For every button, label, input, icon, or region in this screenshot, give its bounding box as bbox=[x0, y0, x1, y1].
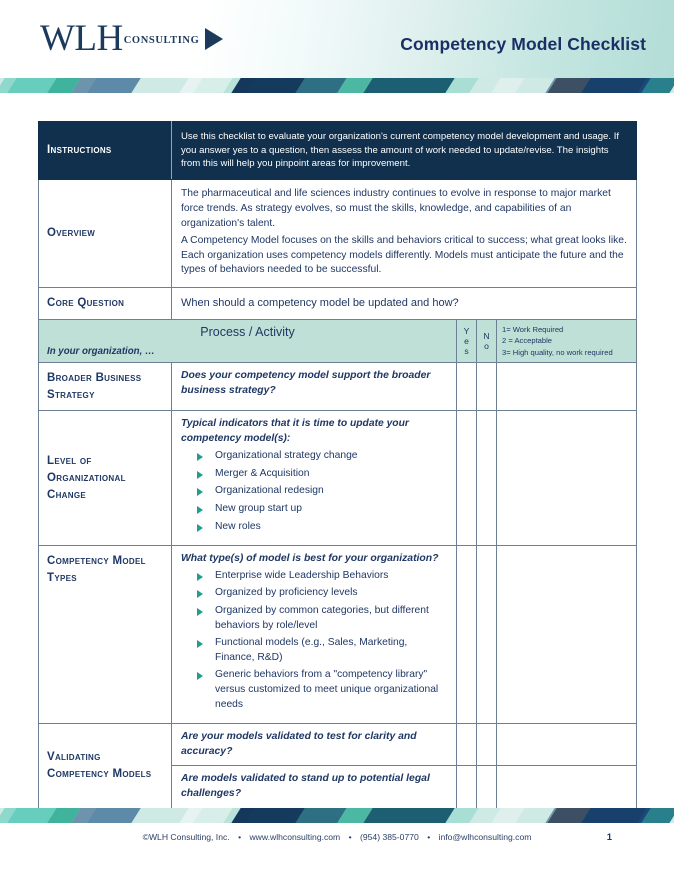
competency-type-bullet-item: Enterprise wide Leadership Behaviors bbox=[197, 569, 447, 587]
row-label-instructions: Instructions bbox=[39, 122, 172, 180]
footer-phone: (954) 385-0770 bbox=[360, 832, 419, 842]
question-broader-business-strategy: Does your competency model support the broader business strategy? bbox=[172, 363, 457, 411]
yes-checkbox-validating-clarity-accuracy[interactable] bbox=[457, 724, 477, 766]
competency-type-bullet-item: Generic behaviors from a "competency library" versus customized to meet unique organizational needs bbox=[197, 668, 447, 715]
footer-email[interactable]: info@wlhconsulting.com bbox=[438, 832, 532, 842]
yes-header-letter-0: Y bbox=[463, 325, 470, 336]
rating-legend-1: 1= Work Required bbox=[502, 325, 564, 335]
competency-type-bullet-item: Organized by proficiency levels bbox=[197, 586, 447, 604]
yes-checkbox-competency-model-types[interactable] bbox=[457, 546, 477, 724]
logo-subtitle: CONSULTING bbox=[123, 35, 200, 47]
rating-field-validating-clarity-accuracy[interactable] bbox=[497, 724, 637, 766]
company-logo bbox=[40, 18, 223, 59]
band-segment bbox=[401, 808, 454, 823]
no-checkbox-validating-legal-challenges[interactable] bbox=[477, 766, 497, 808]
rating-field-level-of-organizational-change[interactable] bbox=[497, 411, 637, 546]
footer-separator-1: • bbox=[238, 832, 242, 842]
level-change-bullet-item: New roles bbox=[197, 520, 447, 538]
rating-field-broader-business-strategy[interactable] bbox=[497, 363, 637, 411]
no-checkbox-competency-model-types[interactable] bbox=[477, 546, 497, 724]
level-change-bullet-item: Organizational redesign bbox=[197, 484, 447, 502]
process-activity-header bbox=[39, 320, 457, 363]
question-validating-clarity-accuracy: Are your models validated to test for clarity and accuracy? bbox=[172, 724, 457, 766]
table-row-overview bbox=[39, 179, 637, 288]
column-header-yes bbox=[457, 320, 477, 363]
column-header-rating-legend bbox=[497, 320, 637, 363]
competency-model-types-bullet-list bbox=[181, 569, 447, 715]
checklist-sheet bbox=[0, 121, 674, 809]
row-label-broader-business-strategy: Broader Business Strategy bbox=[39, 363, 172, 411]
competency-checklist-table bbox=[38, 121, 637, 809]
footer-contact-line bbox=[0, 823, 674, 842]
no-checkbox-broader-business-strategy[interactable] bbox=[477, 363, 497, 411]
footer-separator-3: • bbox=[427, 832, 431, 842]
overview-text bbox=[172, 179, 637, 288]
question-competency-model-types bbox=[172, 546, 457, 724]
band-segment bbox=[87, 808, 140, 823]
yes-header-letter-2: s bbox=[464, 346, 469, 357]
question-validating-legal-challenges: Are models validated to stand up to potential legal challenges? bbox=[172, 766, 457, 808]
table-row-competency-model-types bbox=[39, 546, 637, 724]
band-segment bbox=[87, 78, 140, 93]
row-label-validating-competency-models: Validating Competency Models bbox=[39, 724, 172, 808]
table-row-level-of-organizational-change bbox=[39, 411, 637, 546]
no-header-letter-0: N bbox=[483, 330, 490, 341]
page-title: Competency Model Checklist bbox=[400, 34, 646, 54]
decorative-band-bottom bbox=[0, 808, 674, 823]
yes-checkbox-broader-business-strategy[interactable] bbox=[457, 363, 477, 411]
row-label-core-question: Core Question bbox=[39, 288, 172, 320]
table-row-instructions bbox=[39, 122, 637, 180]
yes-checkbox-level-of-organizational-change[interactable] bbox=[457, 411, 477, 546]
band-segment bbox=[401, 78, 454, 93]
decorative-band-bottom-wrap bbox=[0, 808, 674, 823]
no-checkbox-validating-clarity-accuracy[interactable] bbox=[477, 724, 497, 766]
yes-header-letter-1: e bbox=[464, 335, 469, 346]
level-change-bullet-list bbox=[181, 449, 447, 537]
band-segment bbox=[581, 808, 646, 823]
footer-copyright: ©WLH Consulting, Inc. bbox=[142, 832, 230, 842]
overview-paragraph-1: The pharmaceutical and life sciences industry continues to evolve in response to major market force trends. As strategy evolves, so must the skills, knowledge, and capabilities of an organization's talent. bbox=[181, 187, 611, 229]
competency-model-types-question: What type(s) of model is best for your organization? bbox=[181, 553, 439, 565]
decorative-band-top bbox=[0, 78, 674, 93]
row-label-overview: Overview bbox=[39, 179, 172, 288]
level-change-bullet-item: Organizational strategy change bbox=[197, 449, 447, 467]
footer-separator-2: • bbox=[348, 832, 352, 842]
logo-wordmark: WLH bbox=[40, 18, 123, 59]
rating-legend-3: 3= High quality, no work required bbox=[502, 347, 613, 357]
footer-website[interactable]: www.wlhconsulting.com bbox=[249, 832, 341, 842]
row-label-level-of-organizational-change: Level of Organizational Change bbox=[39, 411, 172, 546]
page-header bbox=[0, 0, 674, 78]
yes-checkbox-validating-legal-challenges[interactable] bbox=[457, 766, 477, 808]
table-row-broader-business-strategy bbox=[39, 363, 637, 411]
competency-type-bullet-item: Functional models (e.g., Sales, Marketing, Finance, R&D) bbox=[197, 636, 447, 668]
core-question-text: When should a competency model be updated and how? bbox=[172, 288, 637, 320]
overview-paragraph-2: A Competency Model focuses on the skills and behaviors critical to success; what great looks like. Each organization uses competency models differently. Models must anticipate the future and the types of behaviors needed to be successful. bbox=[181, 234, 627, 276]
level-change-intro: Typical indicators that it is time to update your competency model(s): bbox=[181, 418, 409, 445]
process-activity-subtitle: In your organization, … bbox=[47, 346, 155, 358]
column-header-no bbox=[477, 320, 497, 363]
no-header-letter-1: o bbox=[484, 341, 489, 352]
level-change-bullet-item: Merger & Acquisition bbox=[197, 467, 447, 485]
table-row-core-question bbox=[39, 288, 637, 320]
page-number: 1 bbox=[606, 832, 612, 843]
row-label-competency-model-types: Competency Model Types bbox=[39, 546, 172, 724]
logo-triangle-icon bbox=[205, 28, 223, 50]
competency-type-bullet-item: Organized by common categories, but different behaviors by role/level bbox=[197, 604, 447, 636]
rating-legend-2: 2 = Acceptable bbox=[502, 336, 553, 346]
no-checkbox-level-of-organizational-change[interactable] bbox=[477, 411, 497, 546]
level-change-bullet-item: New group start up bbox=[197, 502, 447, 520]
rating-field-competency-model-types[interactable] bbox=[497, 546, 637, 724]
instructions-text: Use this checklist to evaluate your organization's current competency model development and usage. If you answer yes to a question, then assess the amount of work needed to update/revise. The insights from this will help you pinpoint areas for improvement. bbox=[172, 122, 637, 180]
page-footer bbox=[0, 823, 674, 877]
rating-field-validating-legal-challenges[interactable] bbox=[497, 766, 637, 808]
table-row-column-headers bbox=[39, 320, 637, 363]
table-row-validating-competency-models-1 bbox=[39, 724, 637, 766]
process-activity-title: Process / Activity bbox=[200, 325, 295, 340]
question-level-of-organizational-change bbox=[172, 411, 457, 546]
band-segment bbox=[581, 78, 646, 93]
